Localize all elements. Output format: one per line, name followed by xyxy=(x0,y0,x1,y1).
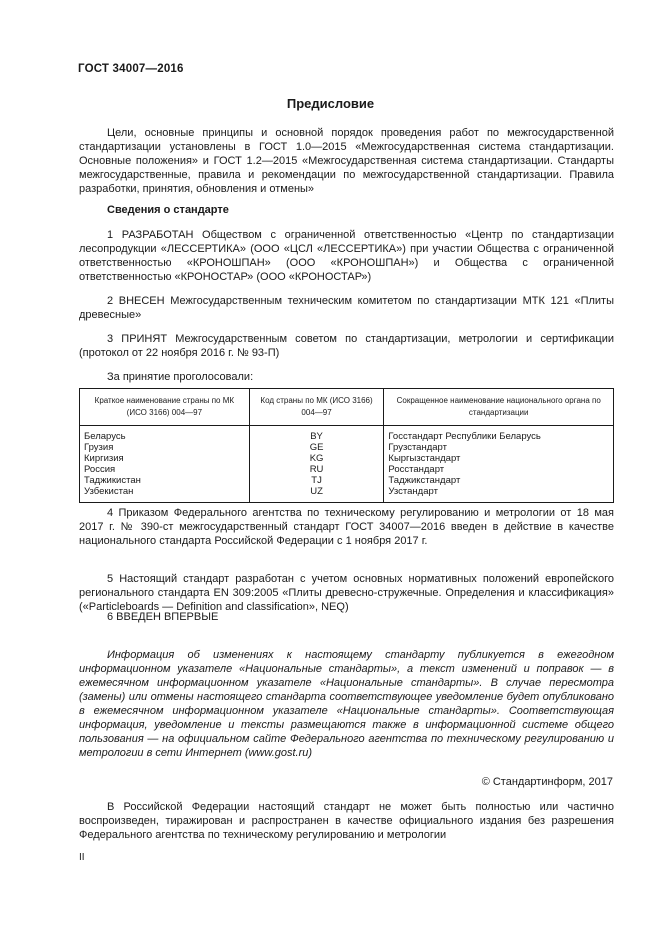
table-header-row xyxy=(80,389,614,426)
country-code: TJ xyxy=(249,475,384,486)
country-name: Грузия xyxy=(80,442,250,453)
standards-body: Кыргызстандарт xyxy=(384,453,614,464)
item-adopted: 3 ПРИНЯТ Межгосударственным советом по стандартизации, метрологии и сертификации (протокол от 22 ноября 2016 г. № 93-П) xyxy=(79,333,614,359)
country-name: Киргизия xyxy=(80,453,250,464)
item-introduced: 2 ВНЕСЕН Межгосударственным техническим комитетом по стандартизации МТК 121 «Плиты древесные» xyxy=(79,295,614,321)
page-number: II xyxy=(79,852,85,863)
table-row xyxy=(80,453,614,464)
standards-body: Узстандарт xyxy=(384,486,614,503)
intro-paragraph: Цели, основные принципы и основной порядок проведения работ по межгосударственной стандартизации установлены в ГОСТ 1.0—2015 «Межгосударственная система стандартизации. Основные положения» и ГОСТ 1.2—2015 «Межгосударственная система стандартизации. Стандарты межгосударственные, правила и рекомендации по межгосударственной стандартизации. Правила разработки, принятия, обновления и отмены» xyxy=(79,127,614,195)
country-name: Россия xyxy=(80,464,250,475)
table-row xyxy=(80,426,614,443)
section-subheading: Сведения о стандарте xyxy=(107,204,229,216)
table-header-body: Сокращенное наименование национального органа по стандартизации xyxy=(384,389,614,426)
copyright-line: © Стандартинформ, 2017 xyxy=(481,776,613,788)
item-first-time: 6 ВВЕДЕН ВПЕРВЫЕ xyxy=(107,611,219,623)
table-row xyxy=(80,486,614,503)
country-code: RU xyxy=(249,464,384,475)
item-order: 4 Приказом Федерального агентства по техническому регулированию и метрологии от 18 мая 2017 г. № 390-ст межгосударственный стандарт ГОСТ 34007—2016 введен в действие в качестве национального стандарта Российской Федерации с 1 ноября 2017 г. xyxy=(79,507,614,547)
standards-body: Таджикстандарт xyxy=(384,475,614,486)
item-based-on: 5 Настоящий стандарт разработан с учетом основных нормативных положений европейского регионального стандарта EN 309:2005 «Плиты древесно-стружечные. Определения и классификация» («Particleboards — Definition and classification», NEQ) xyxy=(79,573,614,613)
table-row xyxy=(80,475,614,486)
country-code: GE xyxy=(249,442,384,453)
country-code: UZ xyxy=(249,486,384,503)
changes-notice: Информация об изменениях к настоящему стандарту публикуется в ежегодном информационном указателе «Национальные стандарты», а текст изменений и поправок — в ежемесячном информационном указателе «Национальные стандарты». В случае пересмотра (замены) или отмены настоящего стандарта соответствующее уведомление будет опубликовано в ежемесячном информационном указателе «Национальные стандарты». Соответствующая информация, уведомление и тексты размещаются также в информационной системе общего пользования — на официальном сайте Федерального агентства по техническому регулированию и метрологии в сети Интернет (www.gost.ru) xyxy=(79,649,614,759)
item-developed: 1 РАЗРАБОТАН Обществом с ограниченной ответственностью «Центр по стандартизации лесопродукции «ЛЕССЕРТИКА» (ООО «ЦСЛ «ЛЕССЕРТИКА») при участии Общества с ограниченной ответственностью «КРОНОШПАН» (ООО «КРОНОШПАН») и Общества с ограниченной ответственностью «КРОНОСТАР» (ООО «КРОНОСТАР») xyxy=(79,229,614,283)
standards-body: Госстандарт Республики Беларусь xyxy=(384,426,614,443)
standards-body: Росстандарт xyxy=(384,464,614,475)
document-id-header: ГОСТ 34007—2016 xyxy=(78,63,184,75)
rights-paragraph: В Российской Федерации настоящий стандарт не может быть полностью или частично воспроизведен, тиражирован и распространен в качестве официального издания без разрешения Федерального агентства по техническому регулированию и метрологии xyxy=(79,801,614,841)
table-header-country: Краткое наименование страны по МК (ИСО 3166) 004—97 xyxy=(80,389,250,426)
voting-table xyxy=(79,388,614,503)
page-title: Предисловие xyxy=(286,96,375,111)
standards-body: Грузстандарт xyxy=(384,442,614,453)
country-code: BY xyxy=(249,426,384,443)
country-name: Беларусь xyxy=(80,426,250,443)
country-code: KG xyxy=(249,453,384,464)
country-name: Узбекистан xyxy=(80,486,250,503)
voted-label: За принятие проголосовали: xyxy=(107,371,254,383)
country-name: Таджикистан xyxy=(80,475,250,486)
table-header-code: Код страны по МК (ИСО 3166) 004—97 xyxy=(249,389,384,426)
table-row xyxy=(80,464,614,475)
table-row xyxy=(80,442,614,453)
